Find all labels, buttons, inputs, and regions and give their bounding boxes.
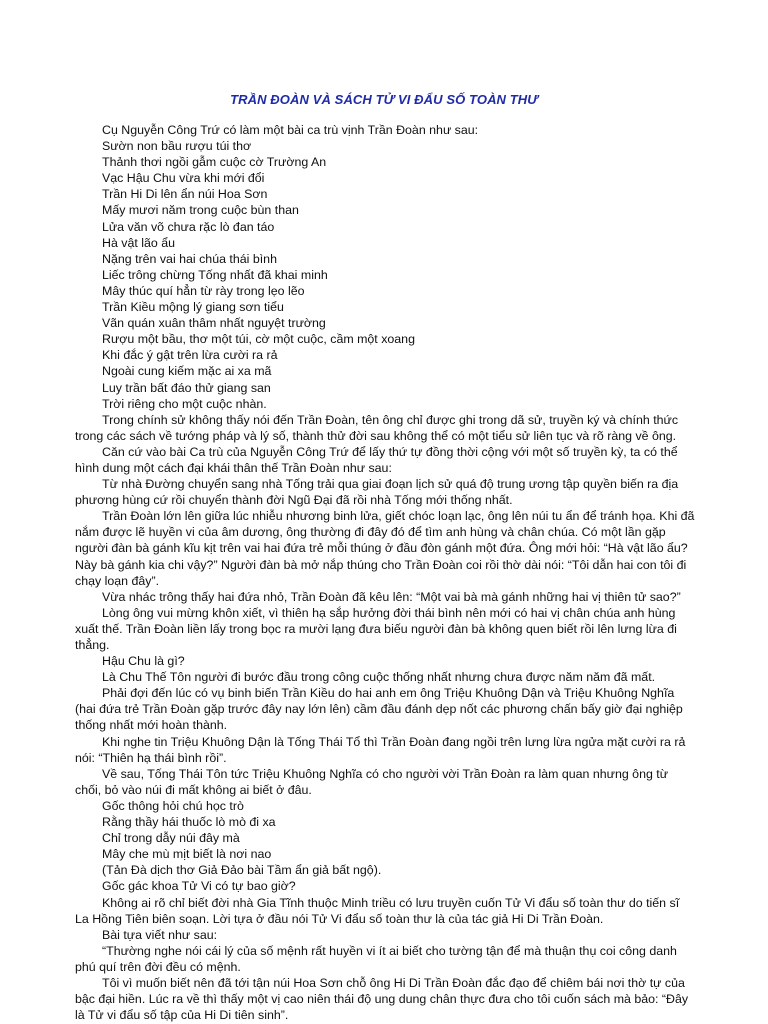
verse-line: Rằng thầy hái thuốc lò mò đi xa [102, 815, 276, 830]
verse-line: Mấy mươi năm trong cuộc bùn than [102, 203, 299, 218]
verse-line: Trần Kiều mộng lý giang sơn tiểu [102, 300, 284, 315]
paragraph: Về sau, Tống Thái Tôn tức Triệu Khuông Nghĩa có cho người vời Trần Đoàn ra làm quan nhưng ông từ chối, bỏ vào núi đi mất không ai biết ở đâu. [75, 766, 669, 797]
paragraph: Trần Đoàn lớn lên giữa lúc nhiễu nhương binh lửa, giết chóc loạn lạc, ông lên núi tu ẩn để tránh họa. Khi đã nắm được lẽ huyền vi của âm dương, ông thường đi đây đó để tìm anh hùng và chân chúa. Có một lần gặp người đàn bà gánh kĩu kịt trên vai hai đứa trẻ mỗi thúng ở đầu đòn gánh một đứa. Ông mới hỏi: “Hà vật lão ẩu? Này bà gánh kia chi vậy?” Người đàn bà mở nắp thúng cho Trần Đoàn coi rồi thờ dài nói: “Tôi dẫn hai con tôi đi chạy loạn đây”. [75, 509, 695, 588]
paragraph: Hậu Chu là gì? [102, 654, 185, 669]
paragraph: Là Chu Thế Tôn người đi bước đầu trong công cuộc thống nhất nhưng chưa được năm năm đã mất. [102, 670, 656, 685]
verse-line: Mây che mù mịt biết là nơi nao [102, 847, 272, 862]
verse-line: Vãn quán xuân thâm nhất nguyệt trường [102, 316, 326, 331]
verse-line: Trần Hi Di lên ẩn núi Hoa Sơn [102, 187, 268, 202]
paragraph: Trong chính sử không thấy nói đến Trần Đoàn, tên ông chỉ được ghi trong dã sử, truyền ký và chính thức trong các sách về tướng pháp và lý số, thành thử đời sau không thể có một tiểu sử liên tục và rõ ràng về ông. [75, 412, 679, 443]
verse-line: Rượu một bầu, thơ một túi, cờ một cuộc, cầm một xoang [102, 332, 415, 347]
paragraph: Không ai rõ chỉ biết đời nhà Gia Tĩnh thuộc Minh triều có lưu truyền cuốn Tử Vi đẩu số toàn thư do tiến sĩ La Hồng Tiên biên soạn. Lời tựa ở đầu nói Tử Vi đẩu số toàn thư là của tác giả Hi Di Trần Đoàn. [75, 895, 680, 926]
verse-line: Mây thúc quí hẳn từ rày trong lẹo lẽo [102, 283, 305, 298]
verse-line: Liếc trông chừng Tống nhất đã khai minh [102, 267, 328, 282]
paragraph: Phải đợi đến lúc có vụ binh biến Trần Kiều do hai anh em ông Triệu Khuông Dận và Triệu Khuông Nghĩa (hai đứa trẻ Trần Đoàn gặp trước đây nay lớn lên) cầm đầu đánh dẹp nốt các phương chấn bấy giờ đại nghiệp thống nhất mới hoàn thành. [75, 686, 683, 733]
verse-line: Thảnh thơi ngồi gẫm cuộc cờ Trường An [102, 155, 327, 170]
verse-line: Lửa văn võ chưa rặc lò đan táo [102, 219, 275, 234]
verse-line: Vạc Hậu Chu vừa khi mới đổi [102, 171, 265, 186]
document-body [75, 122, 695, 1023]
verse-line: Trời riêng cho một cuộc nhàn. [102, 396, 267, 411]
verse-line: Chỉ trong dẫy núi đây mà [102, 831, 240, 846]
verse-line: Gốc thông hỏi chú học trò [102, 798, 244, 813]
paragraph: Gốc gác khoa Tử Vi có tự bao giờ? [102, 879, 296, 894]
verse-line: Hà vật lão ẩu [102, 235, 176, 250]
verse-line: Luy trần bất đáo thử giang san [102, 380, 271, 395]
document-title: TRẦN ĐOÀN VÀ SÁCH TỬ VI ĐẨU SỐ TOÀN THƯ [230, 92, 538, 107]
verse-line: Nặng trên vai hai chúa thái bình [102, 251, 277, 266]
paragraph: Vừa nhác trông thấy hai đứa nhỏ, Trần Đoàn đã kêu lên: “Một vai bà mà gánh những hai vị thiên tử sao?” [102, 589, 681, 604]
paragraph: Khi nghe tin Triệu Khuông Dận là Tống Thái Tổ thì Trần Đoàn đang ngồi trên lưng lừa ngửa mặt cười ra rả nói: “Thiên hạ thái bình rồi”. [75, 734, 686, 765]
verse-line: Cụ Nguyễn Công Trứ có làm một bài ca trù vịnh Trần Đoàn như sau: [102, 123, 479, 137]
paragraph: Từ nhà Đường chuyển sang nhà Tống trải qua giai đoạn lịch sử quá độ trung ương tập quyền biến ra địa phương hùng cứ rồi chuyển thành đời Ngũ Đại đã rồi nhà Tống mới thống nhất. [75, 477, 679, 508]
paragraph: “Thường nghe nói cái lý của số mệnh rất huyền vi ít ai biết cho tường tận để mà thuận thụ coi công danh phú quí trên đời đều có mệnh. [75, 943, 677, 974]
verse-line: (Tản Đà dịch thơ Giả Đảo bài Tầm ẩn giả bất ngộ). [102, 863, 382, 878]
paragraph: Bài tựa viết như sau: [102, 927, 218, 942]
paragraph: Lòng ông vui mừng khôn xiết, vì thiên hạ sắp hưởng đời thái bình nên mới có hai vị chân chúa anh hùng xuất thế. Trần Đoàn liền lấy trong bọc ra mười lạng đưa biếu người đàn bà không quen biết rồi lên lưng lừa đi thẳng. [75, 605, 677, 652]
verse-line: Sườn non bầu rượu túi thơ [102, 139, 252, 154]
verse-line: Khi đắc ý gật trên lừa cười ra rả [102, 348, 278, 363]
paragraph: Tôi vì muốn biết nên đã tới tận núi Hoa Sơn chỗ ông Hi Di Trần Đoàn đắc đạo để chiêm bái nơi thờ tự của bậc đại hiền. Lúc ra về thì thấy một vị cao niên thái độ ung dung chân thực đưa cho tôi cuốn sách mà bảo: “Đây là Tử vi đẩu số tập của Hi Di tiên sinh”. [75, 975, 689, 1023]
paragraph: Căn cứ vào bài Ca trù của Nguyễn Công Trứ để lấy thứ tự đồng thời cộng với một số truyền kỳ, ta có thể hình dung một cách đại khái thân thế Trần Đoàn như sau: [75, 444, 678, 475]
verse-line: Ngoài cung kiếm mặc ai xa mã [102, 364, 272, 379]
